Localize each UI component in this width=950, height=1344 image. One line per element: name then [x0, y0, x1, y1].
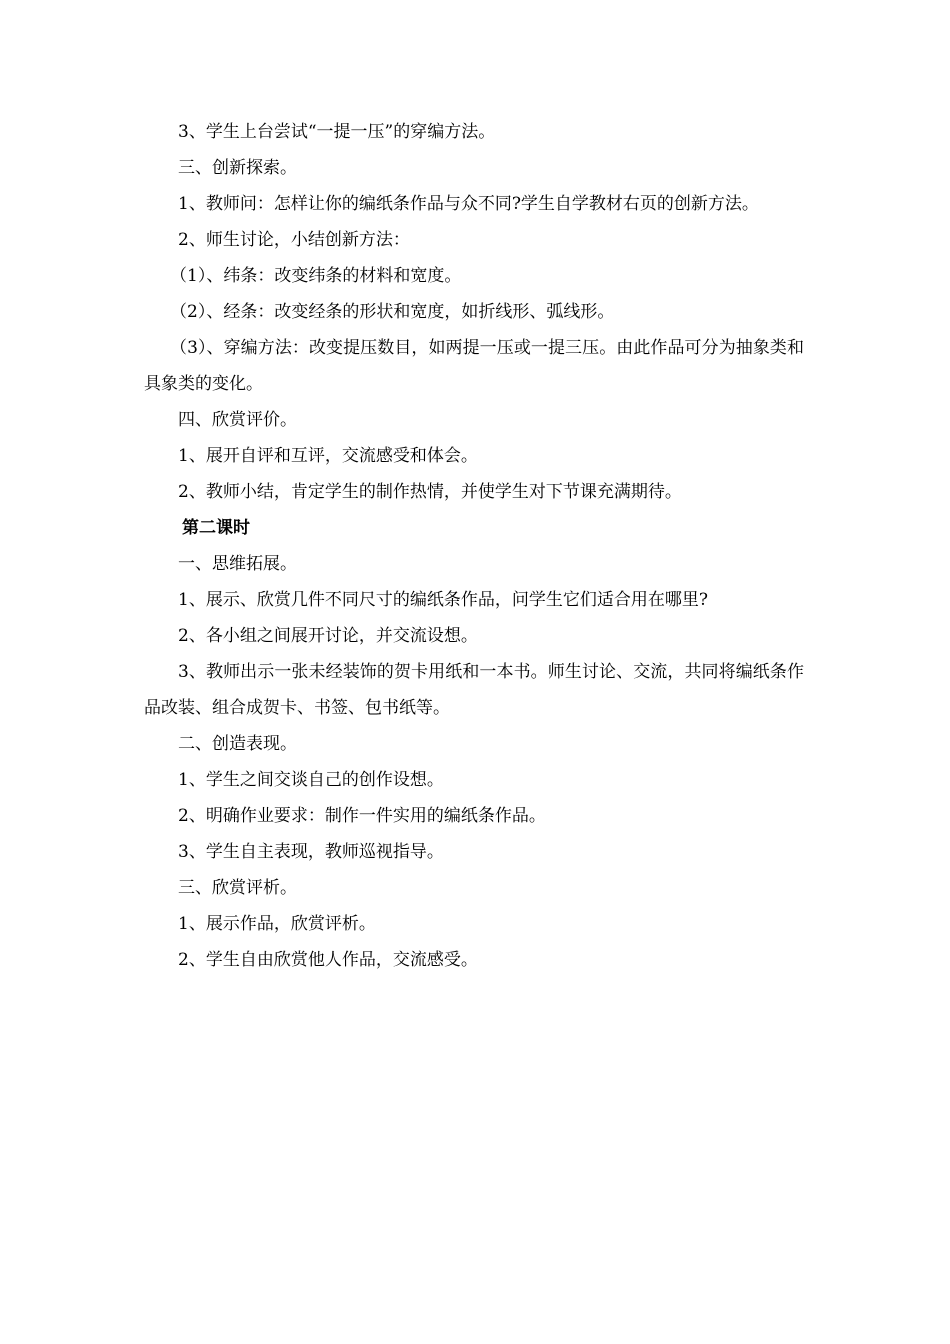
paragraph: 2、学生自由欣赏他人作品，交流感受。 — [178, 950, 478, 970]
document-body — [144, 114, 804, 978]
section-heading: 一、思维拓展。 — [178, 554, 297, 574]
lesson-title: 第二课时 — [182, 518, 250, 538]
list-item: （2）、经条：改变经条的形状和宽度，如折线形、弧线形。 — [170, 302, 615, 322]
list-item: （3）、穿编方法：改变提压数目，如两提一压或一提三压。由此作品可分为抽象类和具象类的变化。 — [144, 338, 804, 394]
section-heading: 三、创新探索。 — [178, 158, 297, 178]
paragraph: 2、师生讨论，小结创新方法： — [178, 230, 410, 250]
paragraph: 1、展开自评和互评，交流感受和体会。 — [178, 446, 478, 466]
paragraph: 3、教师出示一张未经装饰的贺卡用纸和一本书。师生讨论、交流，共同将编纸条作品改装、组合成贺卡、书签、包书纸等。 — [144, 662, 804, 718]
paragraph: 1、学生之间交谈自己的创作设想。 — [178, 770, 444, 790]
section-heading: 二、创造表现。 — [178, 734, 297, 754]
paragraph: 2、教师小结，肯定学生的制作热情，并使学生对下节课充满期待。 — [178, 482, 682, 502]
paragraph: 1、展示、欣赏几件不同尺寸的编纸条作品，问学生它们适合用在哪里? — [178, 590, 708, 610]
section-heading: 四、欣赏评价。 — [178, 410, 297, 430]
paragraph: 1、展示作品，欣赏评析。 — [178, 914, 376, 934]
paragraph: 3、学生自主表现，教师巡视指导。 — [178, 842, 444, 862]
list-item: （1）、纬条：改变纬条的材料和宽度。 — [170, 266, 462, 286]
paragraph: 1、教师问：怎样让你的编纸条作品与众不同?学生自学教材右页的创新方法。 — [178, 194, 759, 214]
paragraph: 2、明确作业要求：制作一件实用的编纸条作品。 — [178, 806, 546, 826]
section-heading: 三、欣赏评析。 — [178, 878, 297, 898]
paragraph: 3、学生上台尝试“一提一压”的穿编方法。 — [178, 122, 496, 142]
paragraph: 2、各小组之间展开讨论，并交流设想。 — [178, 626, 478, 646]
